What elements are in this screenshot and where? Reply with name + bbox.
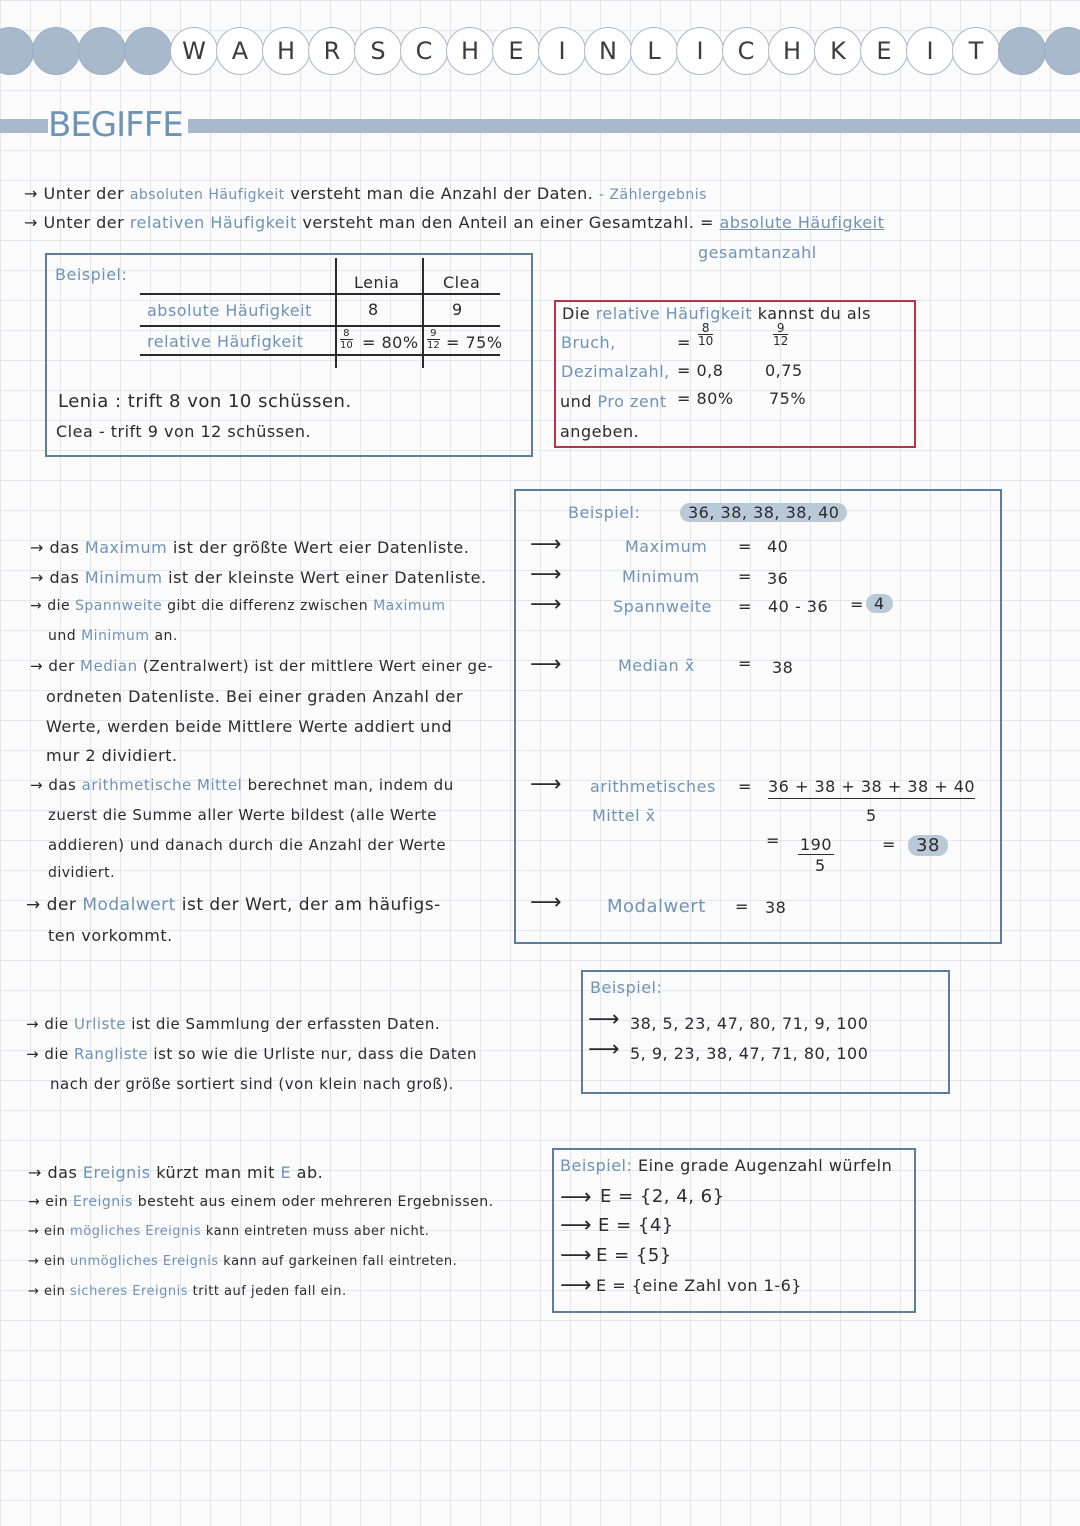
table-line — [422, 258, 424, 368]
intro-line-1: → Unter der absoluten Häufigkeit versteht man die Anzahl der Daten. - Zählergebnis — [24, 184, 707, 203]
redbox-dezimal: Dezimalzahl, — [561, 362, 670, 381]
stat-label-modalwert: Modalwert — [607, 896, 706, 917]
stat-result-spannweite: 4 — [866, 594, 893, 613]
example-title: Beispiel: Eine grade Augenzahl würfeln — [560, 1156, 893, 1175]
decor-circle — [32, 27, 80, 75]
redbox-eq: = — [677, 333, 691, 352]
table-row-label-relative: relative Häufigkeit — [147, 332, 304, 351]
title-letter: N — [584, 27, 632, 75]
table-cell-fraction: 9 12 — [427, 328, 440, 351]
table-cell: = 80% — [362, 333, 419, 352]
title-letter: W — [170, 27, 218, 75]
redbox-fraction: 9 12 — [773, 321, 789, 348]
stat-label-maximum: Maximum — [625, 537, 708, 556]
definition-spannweite-2: und Minimum an. — [48, 628, 178, 644]
stat-value-maximum: 40 — [767, 537, 789, 556]
stat-value-modalwert: 38 — [765, 898, 787, 917]
arrow-icon: ⟶ — [530, 652, 562, 677]
example-label: Beispiel: — [55, 265, 128, 284]
redbox-prozent-line: und Pro zent — [560, 392, 667, 411]
redbox-value: 0,75 — [765, 361, 803, 380]
redbox-value: = 0,8 — [677, 361, 724, 380]
definition-mean-3: addieren) und danach durch die Anzahl der Werte — [48, 836, 447, 854]
arrow-icon: ⟶ — [560, 1243, 592, 1268]
definition-mean-4: dividiert. — [48, 865, 116, 881]
arrow-icon: ⟶ — [588, 1007, 620, 1032]
stat-eq: = — [850, 595, 864, 614]
definition-median: → der Median (Zentralwert) ist der mittlere Wert einer ge- — [30, 657, 494, 675]
redbox-bruch: Bruch, — [561, 333, 616, 352]
stat-eq: = — [882, 835, 896, 854]
stat-eq: = — [738, 567, 752, 586]
arrow-icon: ⟶ — [530, 592, 562, 617]
stat-mean-denominator-2: 5 — [815, 856, 826, 875]
definition-minimum: → das Minimum ist der kleinste Wert einer Datenliste. — [30, 568, 487, 587]
stat-label-minimum: Minimum — [622, 567, 700, 586]
definition-ereignis: → das Ereignis kürzt man mit E ab. — [28, 1163, 324, 1182]
redbox-line: Die relative Häufigkeit kannst du als — [562, 304, 871, 323]
definition-unmoegliches-ereignis: → ein unmögliches Ereignis kann auf garkeinen fall eintreten. — [28, 1254, 458, 1269]
rangliste-values: 5, 9, 23, 38, 47, 71, 80, 100 — [630, 1044, 869, 1063]
table-cell: = 75% — [446, 333, 503, 352]
definition-rangliste-2: nach der größe sortiert sind (von klein nach groß). — [50, 1075, 454, 1093]
stat-value-spannweite: 40 - 36 — [768, 597, 829, 616]
stat-label-mean: arithmetisches — [590, 777, 716, 796]
stat-mean-numerator: 36 + 38 + 38 + 38 + 40 — [768, 777, 975, 799]
title-letter: L — [630, 27, 678, 75]
definition-spannweite: → die Spannweite gibt die differenz zwischen Maximum — [30, 598, 446, 614]
example-label: Beispiel: — [568, 503, 641, 522]
table-cell: 9 — [452, 300, 463, 319]
table-cell: 8 — [368, 300, 379, 319]
title-letter: K — [814, 27, 862, 75]
title-letter: I — [906, 27, 954, 75]
stat-eq: = — [738, 654, 752, 673]
title-letter: R — [308, 27, 356, 75]
title-letter: E — [492, 27, 540, 75]
stat-eq: = — [738, 537, 752, 556]
arrow-icon: ⟶ — [560, 1213, 592, 1238]
definition-sicheres-ereignis: → ein sicheres Ereignis tritt auf jeden fall ein. — [28, 1284, 347, 1299]
decor-circle — [78, 27, 126, 75]
definition-mean-2: zuerst die Summe aller Werte bildest (alle Werte — [48, 806, 437, 824]
stat-label-median: Median x̃ — [618, 656, 695, 675]
table-line — [140, 354, 500, 356]
event-set: E = {2, 4, 6} — [600, 1186, 725, 1207]
definition-modalwert-2: ten vorkommt. — [48, 926, 173, 945]
arrow-icon: ⟶ — [530, 532, 562, 557]
urliste-values: 38, 5, 23, 47, 80, 71, 9, 100 — [630, 1014, 869, 1033]
redbox-value: = 80% — [677, 389, 734, 408]
event-set: E = {4} — [598, 1215, 674, 1236]
stat-eq: = — [738, 597, 752, 616]
table-header-lenia: Lenia — [354, 273, 400, 292]
data-list: 36, 38, 38, 38, 40 — [680, 503, 847, 522]
title-letter: C — [400, 27, 448, 75]
event-set: E = {5} — [596, 1245, 672, 1266]
table-line — [140, 325, 500, 327]
definition-ereignis-2: → ein Ereignis besteht aus einem oder mehreren Ergebnissen. — [28, 1194, 494, 1210]
title-letter: H — [262, 27, 310, 75]
table-row-label-absolute: absolute Häufigkeit — [147, 301, 312, 320]
definition-mean: → das arithmetische Mittel berechnet man, indem du — [30, 776, 454, 794]
title-letter: A — [216, 27, 264, 75]
example-box-statistics — [514, 489, 1002, 944]
table-cell-fraction: 8 10 — [340, 328, 353, 351]
stat-label-spannweite: Spannweite — [613, 597, 712, 616]
title-letter: C — [722, 27, 770, 75]
stat-mean-denominator: 5 — [866, 806, 877, 825]
stat-eq: = — [738, 777, 752, 796]
stat-mean-numerator-2: 190 — [800, 835, 833, 854]
table-line — [140, 293, 500, 295]
section-heading: BEGIFFE — [48, 105, 183, 145]
event-set: E = {eine Zahl von 1-6} — [596, 1276, 802, 1295]
decor-circle — [1044, 27, 1080, 75]
definition-rangliste: → die Rangliste ist so wie die Urliste nur, dass die Daten — [26, 1045, 477, 1063]
title-letter: E — [860, 27, 908, 75]
decor-circle — [0, 27, 34, 75]
arrow-icon: ⟶ — [588, 1037, 620, 1062]
table-header-clea: Clea — [443, 273, 481, 292]
title-letter: I — [676, 27, 724, 75]
definition-median-4: mur 2 dividiert. — [46, 746, 178, 765]
definition-median-2: ordneten Datenliste. Bei einer graden Anzahl der — [46, 687, 464, 706]
title-letter: H — [446, 27, 494, 75]
intro-fraction-denominator: gesamtanzahl — [698, 243, 817, 262]
decor-circle — [998, 27, 1046, 75]
arrow-icon: ⟶ — [560, 1185, 592, 1210]
stat-value-median: 38 — [772, 658, 794, 677]
stat-eq: = — [766, 831, 780, 850]
example-note: Clea - trift 9 von 12 schüssen. — [56, 422, 312, 441]
definition-median-3: Werte, werden beide Mittlere Werte addiert und — [46, 717, 453, 736]
stat-value-minimum: 36 — [767, 569, 789, 588]
title-letter: T — [952, 27, 1000, 75]
arrow-icon: ⟶ — [530, 562, 562, 587]
stat-eq: = — [735, 897, 749, 916]
arrow-icon: ⟶ — [560, 1273, 592, 1298]
definition-urliste: → die Urliste ist die Sammlung der erfassten Daten. — [26, 1015, 441, 1033]
redbox-fraction: 8 10 — [698, 321, 714, 348]
title-banner — [0, 27, 1080, 75]
arrow-icon: ⟶ — [530, 772, 562, 797]
definition-moegliches-ereignis: → ein mögliches Ereignis kann eintreten muss aber nicht. — [28, 1224, 430, 1239]
decor-circle — [124, 27, 172, 75]
definition-maximum: → das Maximum ist der größte Wert eier Datenliste. — [30, 538, 470, 557]
example-label: Beispiel: — [590, 978, 663, 997]
redbox-angeben: angeben. — [560, 422, 640, 441]
title-letter: S — [354, 27, 402, 75]
stat-result-mean: 38 — [908, 835, 948, 856]
example-note: Lenia : trift 8 von 10 schüssen. — [58, 391, 352, 412]
definition-modalwert: → der Modalwert ist der Wert, der am häufigs- — [26, 895, 441, 915]
table-line — [335, 258, 337, 368]
arrow-icon: ⟶ — [530, 890, 562, 915]
title-letter: I — [538, 27, 586, 75]
redbox-value: 75% — [769, 389, 807, 408]
intro-line-2: → Unter der relativen Häufigkeit versteht man den Anteil an einer Gesamtzahl. = absolute Häufigkeit — [24, 213, 885, 232]
stat-label-mean-2: Mittel x̄ — [592, 806, 656, 825]
title-letter: H — [768, 27, 816, 75]
